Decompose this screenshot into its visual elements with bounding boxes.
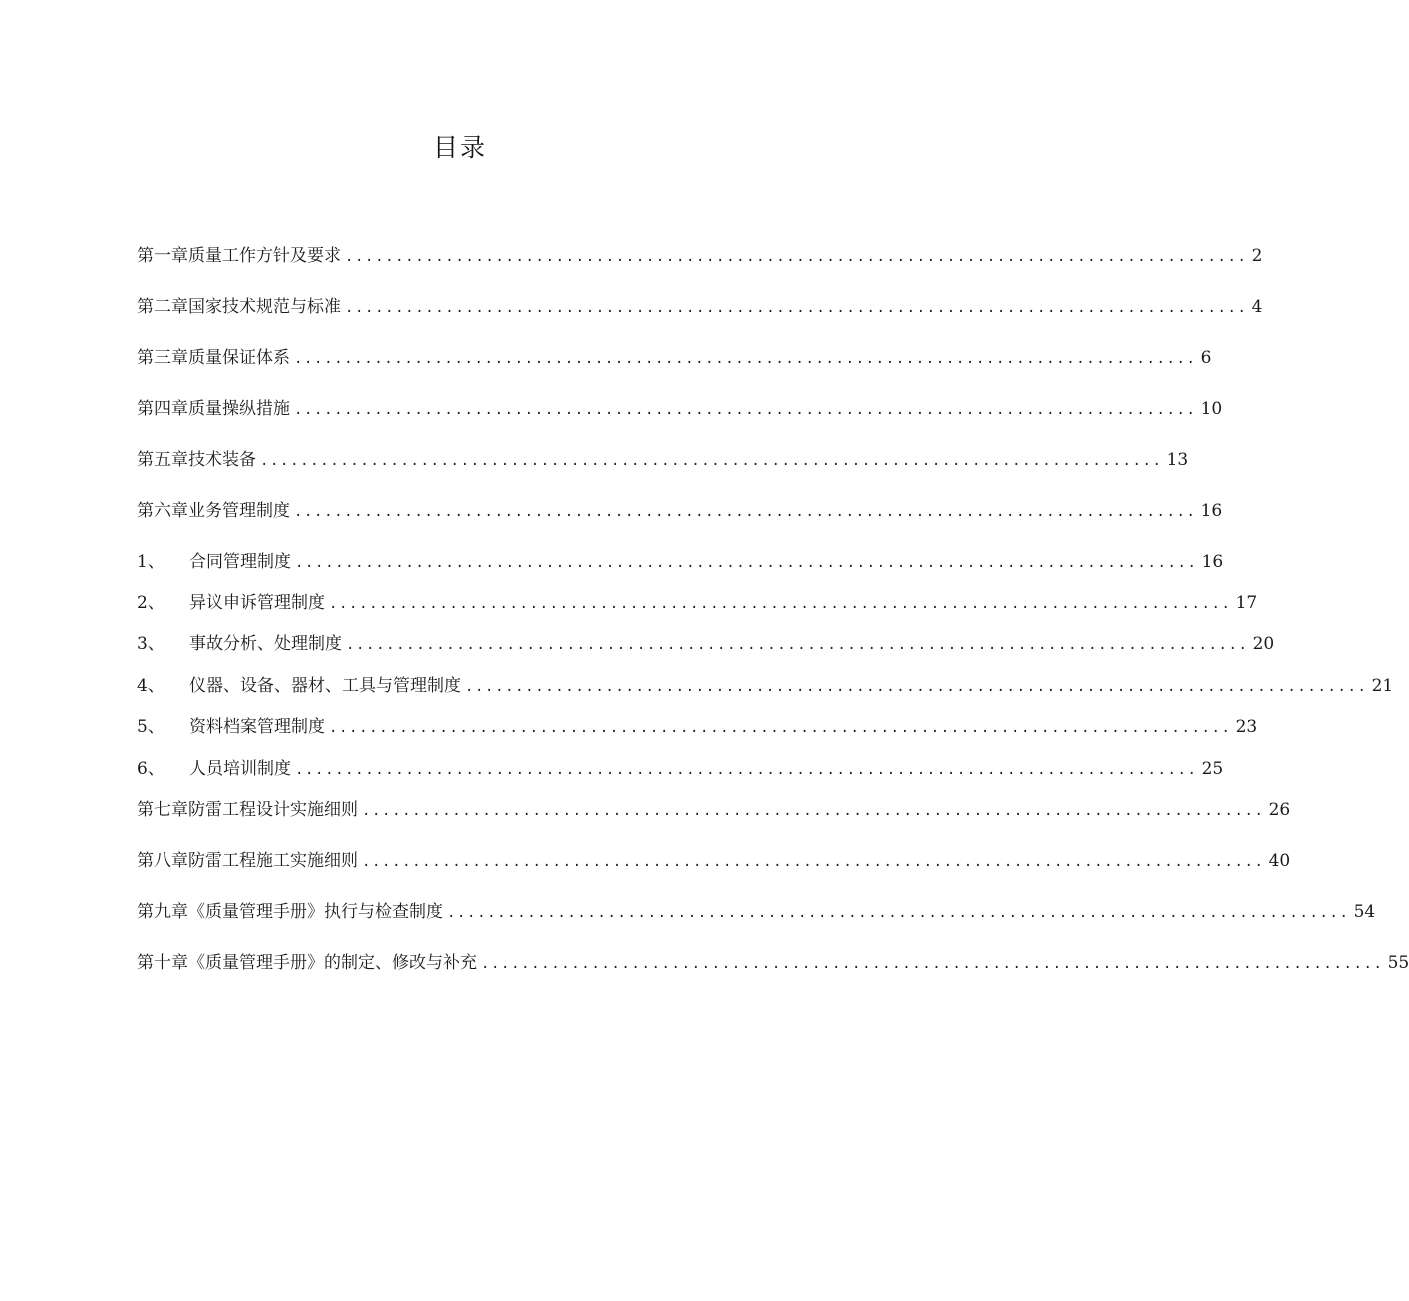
toc-entry-section-1 [137, 551, 1224, 574]
toc-entry-chapter-10 [137, 952, 1409, 975]
toc-page-number: 20 [1252, 634, 1275, 654]
toc-dot-leader: .......................................................................................... [329, 596, 1232, 612]
toc-entry-text: 第八章防雷工程施工实施细则 [137, 851, 358, 871]
toc-dot-leader: .......................................................................................... [295, 762, 1198, 778]
toc-entry-number: 6、 [137, 759, 165, 779]
toc-page-number: 17 [1235, 593, 1258, 613]
toc-entry-chapter-6 [137, 500, 1223, 523]
toc-entry-text: 第三章质量保证体系 [137, 348, 290, 368]
toc-dot-leader: .......................................................................................... [295, 555, 1198, 571]
toc-entry-text: 合同管理制度 [189, 552, 291, 572]
toc-dot-leader: .......................................................................................... [260, 453, 1163, 469]
toc-entry-text: 第二章国家技术规范与标准 [137, 297, 341, 317]
toc-entry-text: 第十章《质量管理手册》的制定、修改与补充 [137, 953, 477, 973]
toc-entry-text: 仪器、设备、器材、工具与管理制度 [189, 676, 461, 696]
toc-dot-leader: .......................................................................................... [294, 402, 1197, 418]
toc-page-number: 10 [1200, 399, 1223, 419]
toc-entry-number: 1、 [137, 552, 165, 572]
toc-dot-leader: .......................................................................................... [294, 504, 1197, 520]
toc-dot-leader: .......................................................................................... [447, 905, 1350, 921]
toc-entry-chapter-9 [137, 901, 1376, 924]
toc-entry-number: 3、 [137, 634, 165, 654]
toc-title: 目录 [432, 133, 487, 162]
toc-entry-section-5 [137, 716, 1258, 739]
toc-page-number: 55 [1387, 953, 1409, 973]
toc-entry-number: 4、 [137, 676, 165, 696]
toc-page-number: 54 [1353, 902, 1376, 922]
toc-dot-leader: .......................................................................................... [362, 854, 1265, 870]
toc-page-number: 23 [1235, 717, 1258, 737]
toc-dot-leader: .......................................................................................... [465, 679, 1368, 695]
toc-entry-text: 资料档案管理制度 [189, 717, 325, 737]
toc-entry-text: 第一章质量工作方针及要求 [137, 246, 341, 266]
toc-entry-chapter-1 [137, 245, 1263, 268]
toc-dot-leader: .......................................................................................... [346, 637, 1249, 653]
toc-entry-text: 事故分析、处理制度 [189, 634, 342, 654]
toc-dot-leader: .......................................................................................... [329, 720, 1232, 736]
toc-entry-chapter-8 [137, 850, 1291, 873]
toc-entry-chapter-5 [137, 449, 1189, 472]
toc-entry-text: 人员培训制度 [189, 759, 291, 779]
toc-list [137, 0, 1409, 1301]
toc-entry-text: 第六章业务管理制度 [137, 501, 290, 521]
toc-dot-leader: .......................................................................................... [345, 300, 1248, 316]
toc-page-number: 21 [1371, 676, 1394, 696]
toc-entry-section-6 [137, 758, 1224, 781]
toc-entry-chapter-4 [137, 398, 1223, 421]
toc-entry-text: 第九章《质量管理手册》执行与检查制度 [137, 902, 443, 922]
toc-page-number: 25 [1201, 759, 1224, 779]
toc-entry-text: 第五章技术装备 [137, 450, 256, 470]
toc-entry-section-3 [137, 633, 1275, 656]
toc-entry-chapter-7 [137, 799, 1291, 822]
toc-page-number: 6 [1200, 348, 1212, 368]
toc-page-number: 16 [1201, 552, 1224, 572]
toc-dot-leader: .......................................................................................... [362, 803, 1265, 819]
toc-page-number: 4 [1251, 297, 1263, 317]
toc-entry-text: 异议申诉管理制度 [189, 593, 325, 613]
toc-entry-chapter-2 [137, 296, 1263, 319]
toc-page-number: 13 [1166, 450, 1189, 470]
toc-dot-leader: .......................................................................................... [294, 351, 1197, 367]
toc-entry-number: 5、 [137, 717, 165, 737]
toc-dot-leader: .......................................................................................... [481, 956, 1384, 972]
toc-dot-leader: .......................................................................................... [345, 249, 1248, 265]
toc-entry-text: 第七章防雷工程设计实施细则 [137, 800, 358, 820]
toc-page-number: 40 [1268, 851, 1291, 871]
toc-entry-text: 第四章质量操纵措施 [137, 399, 290, 419]
toc-entry-section-2 [137, 592, 1258, 615]
toc-page-number: 26 [1268, 800, 1291, 820]
toc-entry-chapter-3 [137, 347, 1212, 370]
toc-page-number: 16 [1200, 501, 1223, 521]
toc-entry-number: 2、 [137, 593, 165, 613]
toc-entry-section-4 [137, 675, 1394, 698]
toc-page-number: 2 [1251, 246, 1263, 266]
